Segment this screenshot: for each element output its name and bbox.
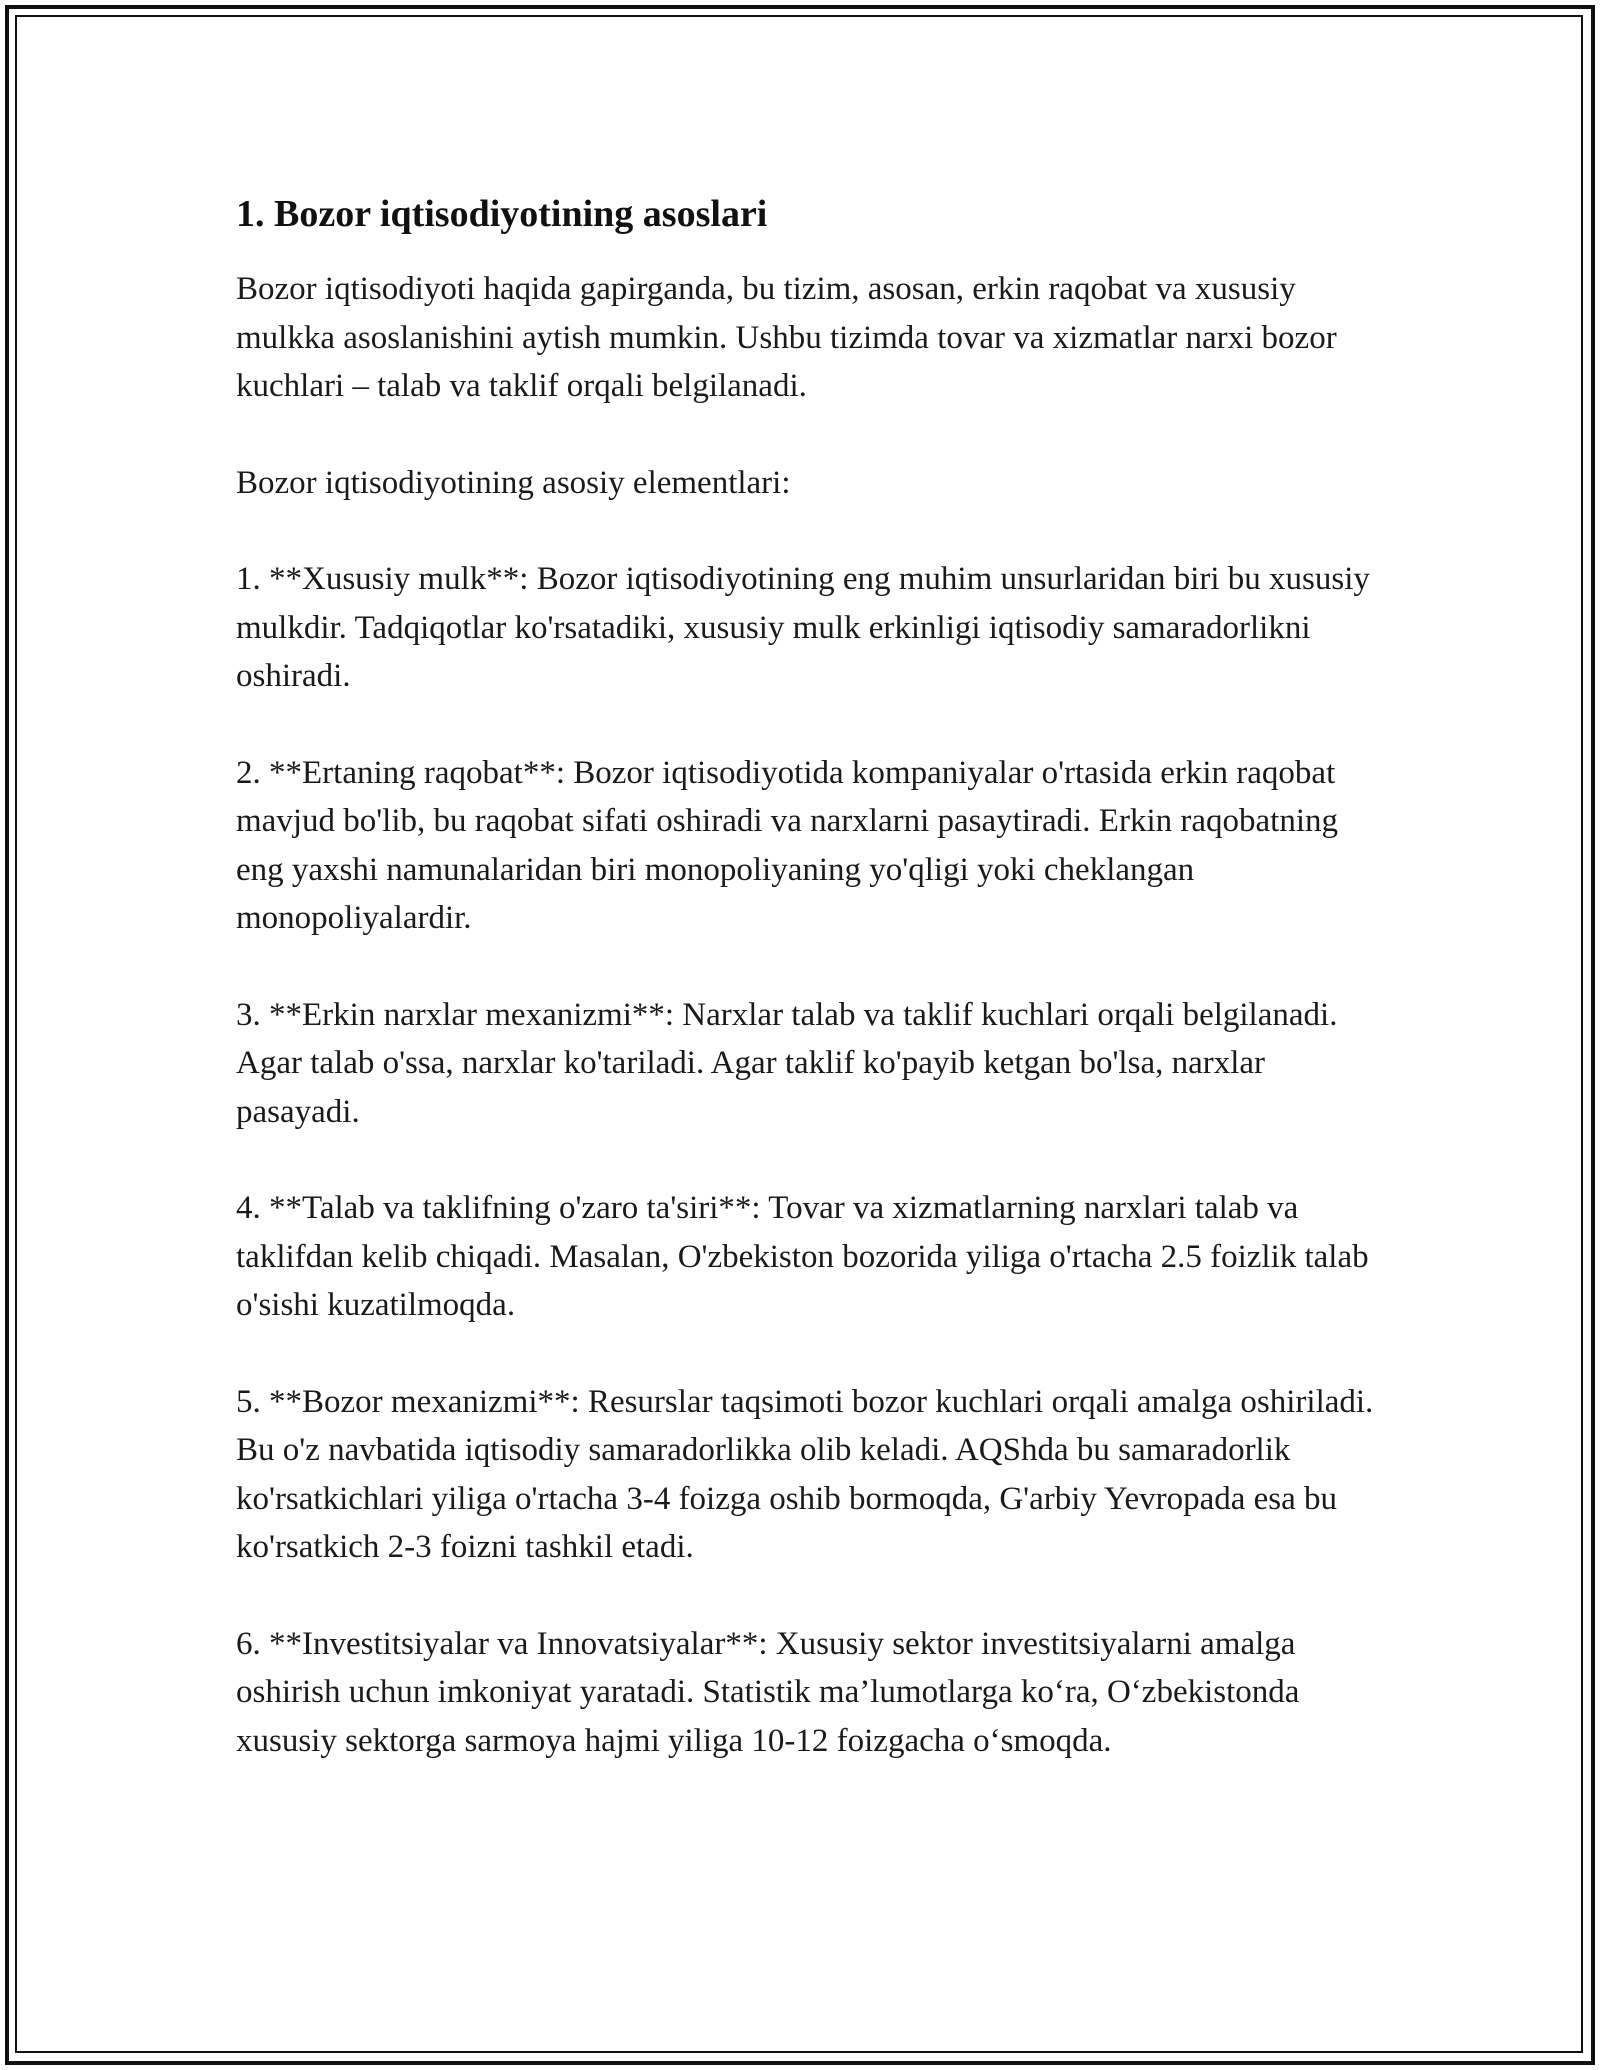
section-heading: 1. Bozor iqtisodiyotining asoslari bbox=[236, 193, 768, 235]
list-item-supply-demand: 4. **Talab va taklifning o'zaro ta'siri**: Tovar va xizmatlarning narxlari talab va taklifdan kelib chiqadi. Masalan, O'zbekiston bozorida yiliga o'rtacha 2.5 foizlik talab o'sishi kuzatilmoqda. bbox=[236, 1190, 1369, 1323]
list-item-private-property: 1. **Xususiy mulk**: Bozor iqtisodiyotining eng muhim unsurlaridan biri bu xususiy mulkdir. Tadqiqotlar ko'rsatadiki, xususiy mulk erkinligi iqtisodiy samaradorlikni oshiradi. bbox=[236, 561, 1370, 694]
list-item-investments: 6. **Investitsiyalar va Innovatsiyalar**: Xususiy sektor investitsiyalarni amalga oshirish uchun imkoniyat yaratadi. Statistik ma’lumotlarga ko‘ra, O‘zbekistonda xususiy sektorga sarmoya hajmi yiliga 10-12 foizgacha o‘smoqda. bbox=[236, 1625, 1300, 1759]
document-body bbox=[236, 185, 1386, 1813]
list-item-market-mechanism: 5. **Bozor mexanizmi**: Resurslar taqsimoti bozor kuchlari orqali amalga oshiriladi. Bu o'z navbatida iqtisodiy samaradorlikka olib keladi. AQShda bu samaradorlik ko'rsatkichlari yiliga o'rtacha 3-4 foizga oshib bormoqda, G'arbiy Yevropada esa bu ko'rsatkich 2-3 foizni tashkil etadi. bbox=[236, 1383, 1374, 1565]
list-item-free-prices: 3. **Erkin narxlar mexanizmi**: Narxlar talab va taklif kuchlari orqali belgilanadi. Agar talab o'ssa, narxlar ko'tariladi. Agar taklif ko'payib ketgan bo'lsa, narxlar pasayadi. bbox=[236, 996, 1338, 1130]
list-item-competition: 2. **Ertaning raqobat**: Bozor iqtisodiyotida kompaniyalar o'rtasida erkin raqobat mavjud bo'lib, bu raqobat sifati oshiradi va narxlarni pasaytiradi. Erkin raqobatning eng yaxshi namunalaridan biri monopoliyaning yo'qligi yoki cheklangan monopoliyalardir. bbox=[236, 754, 1338, 936]
elements-intro: Bozor iqtisodiyotining asosiy elementlari: bbox=[236, 464, 791, 501]
intro-paragraph: Bozor iqtisodiyoti haqida gapirganda, bu tizim, asosan, erkin raqobat va xususiy mulkka asoslanishini aytish mumkin. Ushbu tizimda tovar va xizmatlar narxi bozor kuchlari – talab va taklif orqali belgilanadi. bbox=[236, 271, 1337, 404]
